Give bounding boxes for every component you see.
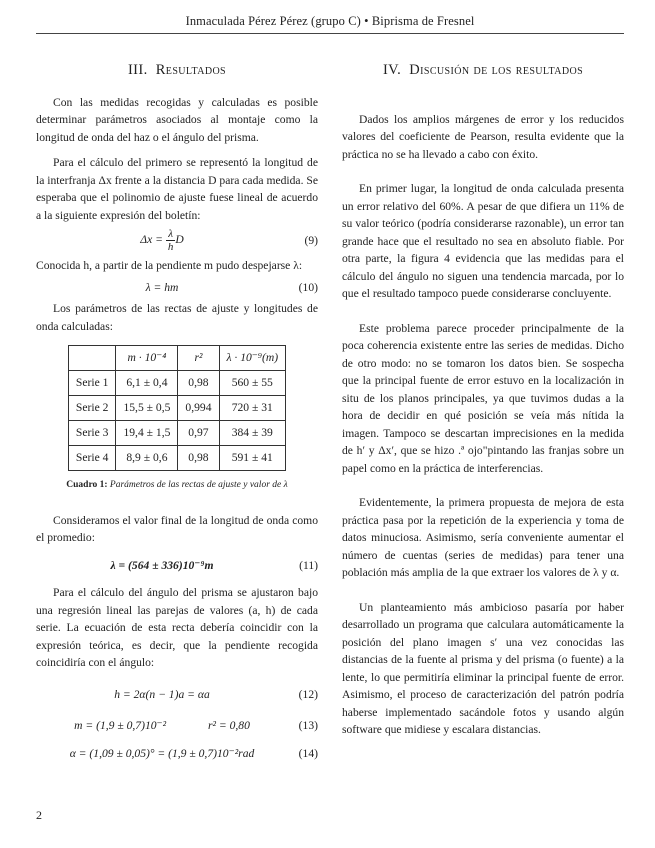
table-cell: Serie 4 xyxy=(68,446,116,471)
table-cell: 6,1 ± 0,4 xyxy=(116,371,178,396)
table-cell: 384 ± 39 xyxy=(219,421,286,446)
equation-number: (11) xyxy=(299,558,318,572)
table-header-cell xyxy=(68,346,116,371)
page-number: 2 xyxy=(36,808,42,822)
section-heading: Discusión de los resultados xyxy=(409,62,584,78)
table-cell: 8,9 ± 0,6 xyxy=(116,446,178,471)
table-cell: 19,4 ± 1,5 xyxy=(116,421,178,446)
table-cell: 0,98 xyxy=(178,371,219,396)
table-header-cell: m · 10⁻⁴ xyxy=(116,346,178,371)
table-row xyxy=(68,446,285,471)
equation-14 xyxy=(36,745,318,763)
paragraph: Con las medidas recogidas y calculadas es posible determinar parámetros asociados al montaje como la longitud de onda del haz o el ángulo del prisma. xyxy=(36,95,318,144)
left-column xyxy=(36,62,318,762)
table-cell: 0,98 xyxy=(178,446,219,471)
table-header-cell: r² xyxy=(178,346,219,371)
section-title-results xyxy=(36,62,318,80)
table-cell: Serie 3 xyxy=(68,421,116,446)
paragraph: Dados los amplios márgenes de error y los reducidos valores del coeficiente de Pearson, resulta evidente que la práctica no se ha llevado a cabo con éxito. xyxy=(342,112,624,161)
paragraph: Para el cálculo del primero se representó la longitud de la interfranja Δx frente a la distancia D para cada medida. Se esperaba que el polinomio de ajuste fuese lineal de acuerdo a la siguiente expresión del boletín: xyxy=(36,156,318,222)
equation-12 xyxy=(36,686,318,704)
table-header-row xyxy=(68,346,285,371)
eq13-slope: m = (1,9 ± 0,7)10⁻² xyxy=(74,719,167,732)
eq9-fraction xyxy=(166,228,176,253)
equation-13 xyxy=(36,717,318,735)
table-row xyxy=(68,421,285,446)
table-cell: 560 ± 55 xyxy=(219,371,286,396)
equation-number: (10) xyxy=(298,280,318,294)
caption-text: Parámetros de las rectas de ajuste y valor de λ xyxy=(109,480,288,490)
caption-label: Cuadro 1: xyxy=(66,480,108,490)
table-cell: 0,994 xyxy=(178,396,219,421)
table-cell: 0,97 xyxy=(178,421,219,446)
equation-11 xyxy=(36,557,318,575)
eq13-r2: r² = 0,80 xyxy=(207,719,250,732)
table-row xyxy=(68,396,285,421)
eq14-body: α = (1,09 ± 0,05)° = (1,9 ± 0,7)10⁻²rad xyxy=(69,746,255,760)
paragraph: Evidentemente, la primera propuesta de mejora de esta práctica pasa por la repetición de la experiencia y toma de datos minuciosa. Asimismo, sería conveniente aumentar el número de cuentas (series de medidas) para tener una población más amplia de la que extraer los valores de λ y α. xyxy=(342,496,624,579)
right-column xyxy=(342,62,624,739)
eq9-denominator: h xyxy=(167,241,174,253)
eq9-rhs: D xyxy=(175,233,184,247)
equation-number: (12) xyxy=(298,687,318,701)
running-header: Inmaculada Pérez Pérez (grupo C) • Biprisma de Fresnel xyxy=(185,14,475,28)
paragraph: En primer lugar, la longitud de onda calculada presenta un error relativo del 60%. A pesar de que difiera un 11% de su valor teórico (podría considerarse razonable), un error tan grande hace que el resultado no sea en absoluto fiable. Por otra parte, la figura 4 evidencia que las medidas para el cálculo del ángulo no siguen una tendencia marcada, por lo que el resultado tampoco puede considerarse concluyente. xyxy=(342,182,624,300)
paragraph: Para el cálculo del ángulo del prisma se ajustaron bajo una regresión lineal las parejas de valores (a, h) de cada serie. La ecuación de esta recta debería coincidir con la expresión teórica, es decir, que la pendiente recogida coincidiría con el ángulo: xyxy=(36,586,318,669)
eq11-body: λ = (564 ± 336)10⁻⁹m xyxy=(110,558,214,572)
table-caption xyxy=(36,477,318,495)
equation-number: (13) xyxy=(298,719,318,732)
table-cell: 720 ± 31 xyxy=(219,396,286,421)
section-title-discussion xyxy=(342,62,624,80)
table-cell: Serie 2 xyxy=(68,396,116,421)
table-row xyxy=(68,371,285,396)
paragraph: Este problema parece proceder principalmente de la poca coherencia existente entre las series de medidas. Dicho de otro modo: no se tomaron los datos bien. Se sospecha que la principal fuente de error estuvo en la localización in situ de los planos principales, ya que tuvimos dudas a la hora de decidir en qué posición se veía más nítida la imagen. Tampoco se descartan imprecisiones en la medida de h′ y Δx′, que se hizo .ª ojo"pintando las franjas sobre un papel como en la práctica de interferencias. xyxy=(342,321,624,475)
paragraph: Un planteamiento más ambicioso pasaría por haber desarrollado un programa que calculara automáticamente la posición del plano imagen s′ una vez conocidas las distancias de la fuente al prisma y del prisma (o fuente) a la lente, lo que permitiría eliminar la principal fuente de error. Asimismo, el proceso de caracterización del patrón podría haberse implementado sacándole fotos y usando algún software que midiese y escalara distancias. xyxy=(342,600,624,736)
table-header-cell: λ · 10⁻⁹(m) xyxy=(219,346,286,371)
section-number: III. xyxy=(127,62,148,78)
results-table xyxy=(68,345,286,471)
equation-9 xyxy=(36,228,318,253)
equation-10 xyxy=(36,279,318,297)
equation-number: (9) xyxy=(304,233,318,247)
paragraph: Conocida h, a partir de la pendiente m pudo despejarse λ: xyxy=(36,259,303,272)
equation-number: (14) xyxy=(298,746,318,760)
paragraph: Los parámetros de las rectas de ajuste y longitudes de onda calculadas: xyxy=(36,302,318,333)
table-cell: 591 ± 41 xyxy=(219,446,286,471)
table-cell: 15,5 ± 0,5 xyxy=(116,396,178,421)
table-cell: Serie 1 xyxy=(68,371,116,396)
eq13-body xyxy=(36,717,288,735)
eq10-body: λ = hm xyxy=(145,280,179,294)
eq12-body: h = 2α(n − 1)a = αa xyxy=(114,687,210,701)
header-rule xyxy=(36,33,624,34)
section-heading: Resultados xyxy=(155,62,227,78)
eq9-lhs: Δx = xyxy=(140,233,163,247)
eq9-numerator: λ xyxy=(166,228,176,241)
paragraph: Consideramos el valor final de la longitud de onda como el promedio: xyxy=(36,513,318,544)
section-number: IV. xyxy=(382,62,402,78)
